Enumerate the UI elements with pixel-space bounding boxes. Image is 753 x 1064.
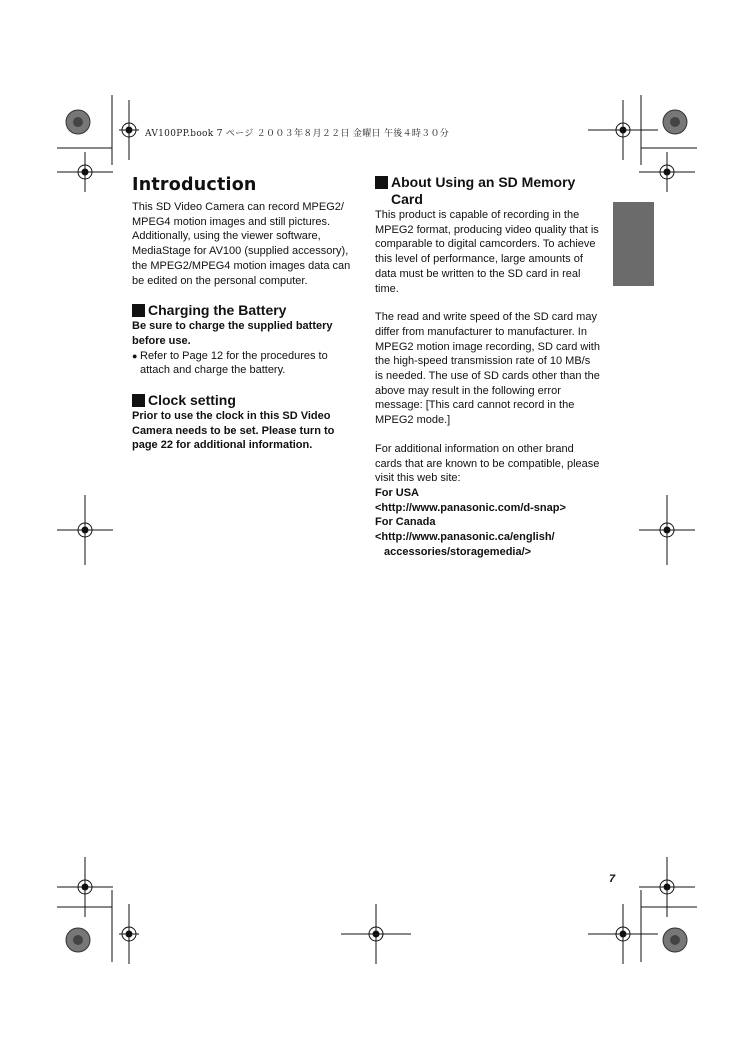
clock-section: [132, 392, 358, 453]
square-bullet-icon: [132, 394, 145, 407]
battery-heading: [132, 302, 358, 319]
usa-label: For USA: [375, 486, 419, 499]
registration-mark-bottom-center: [341, 904, 411, 964]
introduction-text: This SD Video Camera can record MPEG2/ MPEG4 motion images and still pictures. Additionally, using the viewer software, MediaStage for AV100 (supplied accessory), the MPEG2/MPEG4 motion images data can be edited on the personal computer.: [132, 201, 351, 287]
sd-card-heading: [375, 174, 601, 208]
registration-mark-bottom-left: [119, 904, 139, 964]
bullet-dot-icon: ●: [132, 350, 138, 361]
starburst-target-bottom-left: [66, 928, 90, 952]
canada-url-line-2: accessories/storagemedia/>: [384, 545, 532, 558]
registration-mark-left-lower: [57, 857, 113, 917]
registration-mark-top-left: [119, 100, 139, 160]
starburst-target-top-left: [66, 110, 90, 134]
registration-mark-left-upper: [57, 152, 113, 192]
registration-mark-top-right: [588, 100, 658, 160]
clock-note: Prior to use the clock in this SD Video Camera needs to be set. Please turn to page 22 for additional information.: [132, 410, 335, 452]
battery-bullet-text: Refer to Page 12 for the procedures to attach and charge the battery.: [140, 349, 328, 377]
clock-heading-text: Clock setting: [148, 392, 236, 409]
starburst-target-bottom-right: [663, 928, 687, 952]
sd-card-paragraph-2: The read and write speed of the SD card may differ from manufacturer to manufacturer. In MPEG2 motion image recording, SD card with the high-speed transmission rate of 10 MB/s is needed. The use of SD cards other than the above may result in the following error message: [This card cannot record in the MPEG2 mode.]: [375, 311, 600, 427]
page-number: 7: [609, 873, 616, 885]
right-column: [375, 174, 601, 559]
left-column: [132, 174, 358, 453]
canada-label: For Canada: [375, 516, 436, 529]
battery-heading-text: Charging the Battery: [148, 302, 287, 319]
chapter-tab: [613, 202, 654, 286]
registration-mark-right-middle: [639, 495, 695, 565]
usa-url: <http://www.panasonic.com/d-snap>: [375, 501, 566, 514]
sd-card-paragraph-3: For additional information on other brand cards that are known to be compatible, please visit this web site:: [375, 442, 600, 485]
bottom-crop-lines: [57, 890, 697, 962]
registration-mark-right-upper: [639, 152, 695, 192]
sd-card-paragraph-1: This product is capable of recording in the MPEG2 format, producing video quality that is comparable to digital camcorders. To achieve this level of performance, large amounts of data must be written to the SD card in real time.: [375, 209, 599, 295]
square-bullet-icon: [132, 304, 145, 317]
registration-mark-left-middle: [57, 495, 113, 565]
starburst-target-top-right: [663, 110, 687, 134]
registration-mark-bottom-right: [588, 904, 658, 964]
registration-mark-right-lower: [639, 857, 695, 917]
sd-card-heading-text: About Using an SD Memory Card: [391, 174, 576, 207]
introduction-title: Introduction: [132, 175, 257, 195]
print-header: AV100PP.book 7 ページ ２００３年８月２２日 金曜日 午後４時３０分: [145, 129, 450, 139]
battery-section: [132, 302, 358, 378]
battery-bullet: [132, 349, 358, 378]
clock-heading: [132, 392, 358, 409]
square-bullet-icon: [375, 176, 388, 189]
canada-url-line-1: <http://www.panasonic.ca/english/: [375, 531, 555, 544]
battery-note: Be sure to charge the supplied battery before use.: [132, 320, 333, 347]
